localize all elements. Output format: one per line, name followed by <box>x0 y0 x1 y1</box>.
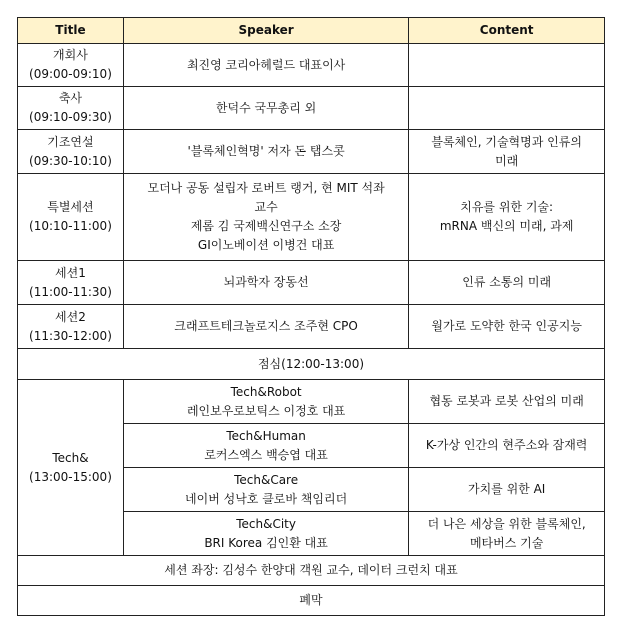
content-cell <box>409 44 605 87</box>
session-title-cell <box>18 261 124 305</box>
speaker-line: 로커스엑스 백승엽 대표 <box>204 447 328 462</box>
content-line: 더 나은 세상을 위한 블록체인, <box>427 516 586 531</box>
table-row <box>18 130 605 174</box>
closing-row <box>18 586 605 616</box>
content-cell <box>409 87 605 130</box>
speaker-line: Tech&Robot <box>230 384 302 399</box>
content-cell <box>409 174 605 261</box>
session-title-cell <box>18 305 124 349</box>
content-line: 월가로 도약한 한국 인공지능 <box>431 319 582 333</box>
content-cell <box>409 380 605 424</box>
session-title: 개회사 <box>53 48 88 62</box>
header-title: Title <box>18 18 124 44</box>
session-title-cell <box>18 87 124 130</box>
speaker-cell <box>123 380 408 424</box>
session-time: (11:00-11:30) <box>29 284 112 299</box>
session-time: (10:10-11:00) <box>29 219 112 233</box>
speaker-cell <box>123 87 408 130</box>
speaker-cell <box>123 174 408 261</box>
table-row <box>18 87 605 130</box>
content-line: 치유를 위한 기술: <box>460 200 554 214</box>
lunch-cell: 점심(12:00-13:00) <box>18 349 605 380</box>
table-row <box>18 261 605 305</box>
speaker-line: Tech&Care <box>234 472 299 487</box>
header-row <box>18 18 605 44</box>
speaker-cell <box>123 512 408 556</box>
speaker-line: 모더나 공동 설립자 로버트 랭거, 현 MIT 석좌 <box>147 181 385 195</box>
table-row <box>18 305 605 349</box>
session-title: 세션1 <box>55 265 86 280</box>
schedule-table <box>17 17 605 616</box>
speaker-cell <box>123 261 408 305</box>
table-row <box>18 44 605 87</box>
lunch-row <box>18 349 605 380</box>
session-time: (09:10-09:30) <box>29 110 112 124</box>
speaker-line: 네이버 성낙호 클로바 책임리더 <box>185 491 348 506</box>
content-cell <box>409 424 605 468</box>
session-title: 기조연설 <box>47 134 94 149</box>
content-line: 미래 <box>495 153 519 168</box>
speaker-cell <box>123 305 408 349</box>
content-cell <box>409 468 605 512</box>
content-line: 메타버스 기술 <box>469 535 544 550</box>
speaker-line: '블록체인혁명' 저자 돈 탭스콧 <box>187 144 345 158</box>
speaker-cell <box>123 468 408 512</box>
speaker-line: BRI Korea 김인환 대표 <box>204 535 328 550</box>
speaker-line: 크래프트테크놀로지스 조주현 CPO <box>174 319 358 333</box>
session-title: Tech& <box>52 450 89 465</box>
table-row <box>18 380 605 424</box>
session-title: 특별세션 <box>47 200 94 214</box>
session-title-cell <box>18 174 124 261</box>
tech-title-cell <box>18 380 124 556</box>
content-cell <box>409 130 605 174</box>
chair-cell: 세션 좌장: 김성수 한양대 객원 교수, 데이터 크런치 대표 <box>18 556 605 586</box>
content-line: 블록체인, 기술혁명과 인류의 <box>431 134 582 149</box>
session-title-cell <box>18 130 124 174</box>
content-cell <box>409 305 605 349</box>
chair-row <box>18 556 605 586</box>
session-title: 세션2 <box>55 309 86 324</box>
session-time: (13:00-15:00) <box>29 469 112 484</box>
speaker-cell <box>123 130 408 174</box>
header-speaker: Speaker <box>123 18 408 44</box>
content-cell <box>409 261 605 305</box>
speaker-line: GI이노베이션 이병건 대표 <box>197 238 335 252</box>
speaker-line: 한덕수 국무총리 외 <box>215 100 317 115</box>
content-line: 가치를 위한 AI <box>467 482 546 496</box>
speaker-cell <box>123 424 408 468</box>
speaker-line: 교수 <box>254 200 278 214</box>
session-title: 축사 <box>58 91 83 105</box>
table-row <box>18 174 605 261</box>
header-content: Content <box>409 18 605 44</box>
speaker-line: 제롬 김 국제백신연구소 소장 <box>190 219 342 233</box>
speaker-cell <box>123 44 408 87</box>
session-time: (09:30-10:10) <box>29 153 112 168</box>
content-line: mRNA 백신의 미래, 과제 <box>439 219 574 233</box>
speaker-line: Tech&City <box>236 516 296 531</box>
speaker-line: 뇌과학자 장동선 <box>223 275 309 289</box>
session-time: (09:00-09:10) <box>29 67 112 81</box>
session-title-cell <box>18 44 124 87</box>
speaker-line: Tech&Human <box>226 428 306 443</box>
speaker-line: 레인보우로보틱스 이정호 대표 <box>186 403 346 418</box>
closing-cell: 폐막 <box>18 586 605 616</box>
content-cell <box>409 512 605 556</box>
content-line: 협동 로봇과 로봇 산업의 미래 <box>429 394 584 408</box>
session-time: (11:30-12:00) <box>29 328 112 343</box>
speaker-line: 최진영 코리아헤럴드 대표이사 <box>186 57 346 72</box>
content-line: 인류 소통의 미래 <box>462 275 552 289</box>
content-line: K-가상 인간의 현주소와 잠재력 <box>425 438 588 452</box>
